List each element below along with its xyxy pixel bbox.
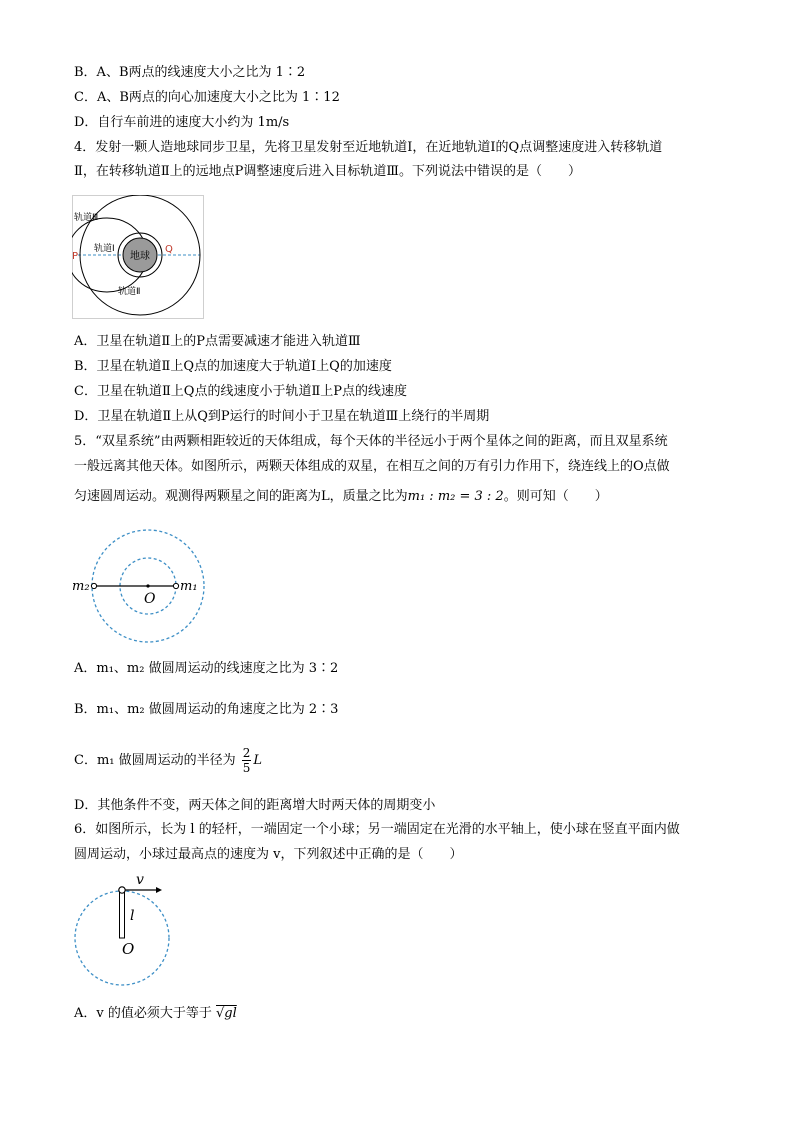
l-label: l [130,908,135,924]
center-o-dot [146,584,149,587]
mass-ratio-formula: m₁ : m₂ = 3 : 2 [407,489,504,504]
q4-option-d: D．卫星在轨道Ⅱ上从Q到P运行的时间小于卫星在轨道Ⅲ上绕行的半周期 [74,409,490,424]
binary-star-diagram [72,527,212,645]
fraction-two-fifths [242,746,252,775]
q4-option-a: A．卫星在轨道Ⅱ上的P点需要减速才能进入轨道Ⅲ [74,334,361,349]
q3-option-d: D．自行车前进的速度大小约为 1m/s [74,115,290,130]
light-rod [120,891,125,938]
m2-label: m₂ [72,579,90,594]
q5-option-d: D．其他条件不变，两天体之间的距离增大时两天体的周期变小 [74,798,436,813]
q5-stem-line1: 5．“双星系统”由两颗相距较近的天体组成，每个天体的半径远小于两个星体之间的距离，而且双星系统 [74,434,668,449]
earth-label: 地球 [130,251,150,262]
q5-stem-line3-c: 。则可知（ ） [503,489,608,504]
fraction-numerator: 2 [242,746,251,760]
q6-option-a [74,1005,734,1023]
q5-stem-line3-a: 匀速圆周运动。观测得两颗星之间的距离为L，质量之比为 [74,489,408,504]
orbit3-label: 轨道Ⅲ [74,213,99,223]
q5-option-c [74,744,734,778]
v-label: v [136,872,144,888]
star-m2-dot [91,583,96,588]
q4-stem-line1: 4．发射一颗人造地球同步卫星，先将卫星发射至近地轨道Ⅰ，在近地轨道Ⅰ的Q点调整速度进入转移轨道 [74,140,663,155]
o-axis-label: O [122,940,135,958]
orbit-diagram [72,195,204,319]
fraction-denominator: 5 [242,761,251,775]
velocity-arrow-head [156,887,162,893]
star-m1-dot [173,583,178,588]
orbit1-label: 轨道Ⅰ [94,244,115,254]
point-q-label: Q [165,244,173,255]
q5-option-c-prefix: C．m₁ 做圆周运动的半径为 [74,753,236,768]
q5-option-c-suffix: L [253,753,263,768]
q4-option-b: B．卫星在轨道Ⅱ上Q点的加速度大于轨道Ⅰ上Q的加速度 [74,359,392,374]
q5-stem-line3 [74,488,734,506]
q5-stem-line2: 一般远离其他天体。如图所示，两颗天体组成的双星，在相互之间的万有引力作用下，绕连线上的O点做 [74,459,670,474]
q6-stem-line2: 圆周运动，小球过最高点的速度为 v，下列叙述中正确的是（ ） [74,847,463,862]
q5-option-b: B．m₁、m₂ 做圆周运动的角速度之比为 2∶3 [74,702,339,717]
o-label: O [144,591,156,607]
ball [119,887,125,893]
q5-option-a: A．m₁、m₂ 做圆周运动的线速度之比为 3∶2 [74,661,339,676]
q6-stem-line1: 6．如图所示，长为 l 的轻杆，一端固定一个小球；另一端固定在光滑的水平轴上，使小球在竖直平面内做 [74,822,680,837]
q6-option-a-prefix: A．v 的值必须大于等于 [74,1006,212,1021]
m1-label: m₁ [180,579,198,594]
orbit2-label: 轨道Ⅱ [118,287,141,297]
q4-stem-line2: Ⅱ，在转移轨道Ⅱ上的远地点P调整速度后进入目标轨道Ⅲ。下列说法中错误的是（ ） [74,164,581,179]
sqrt-gl: √gl [216,1006,237,1021]
point-p-label: P [72,251,79,262]
q3-option-b: B．A、B两点的线速度大小之比为 1∶2 [74,65,306,80]
q3-option-c: C．A、B两点的向心加速度大小之比为 1∶12 [74,90,340,105]
rod-circle-diagram [72,868,176,990]
q4-option-c: C．卫星在轨道Ⅱ上Q点的线速度小于轨道Ⅱ上P点的线速度 [74,384,408,399]
